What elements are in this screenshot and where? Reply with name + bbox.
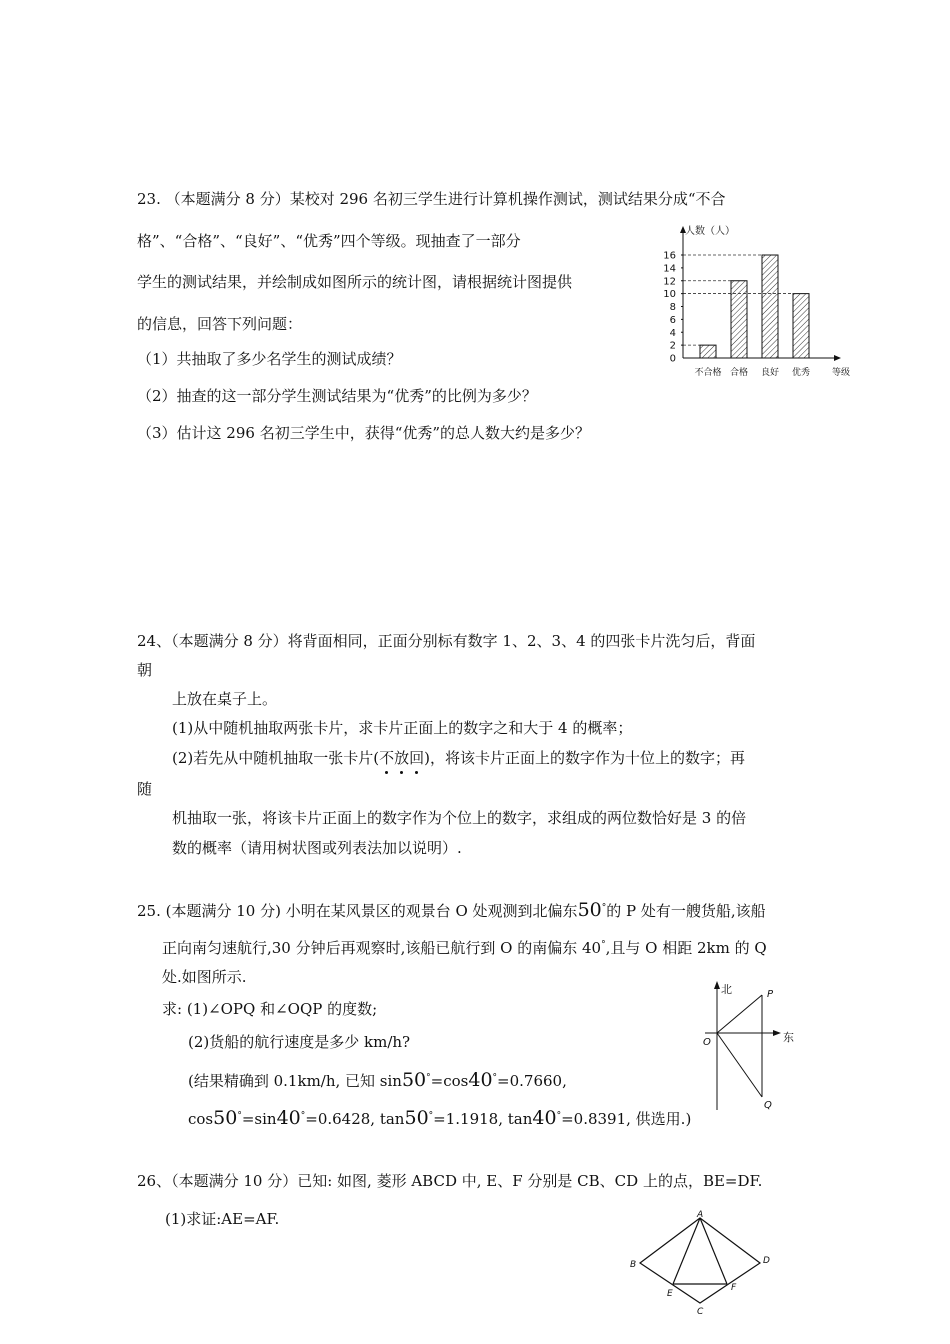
label-Q: Q: [764, 1100, 772, 1111]
q24-sub2d: 数的概率（请用树状图或列表法加以说明）.: [172, 839, 462, 857]
q23-sub2: （2）抽查的这一部分学生测试结果为“优秀”的比例为多少？: [137, 387, 537, 405]
q26-sub1: (1)求证:AE=AF.: [165, 1210, 280, 1228]
label-E: E: [667, 1289, 673, 1299]
y-tick-label: 8: [669, 302, 676, 313]
q23-line2: 格”、“合格”、“良好”、“优秀”四个等级。现抽查了一部分: [137, 232, 521, 250]
q25-note2: cos50°=sin40°=0.6428, tan50°=1.1918, tan40°=0.8391, 供选用.): [188, 1107, 692, 1129]
y-tick-label: 0: [669, 353, 676, 365]
q25-line3: 处.如图所示.: [162, 968, 247, 986]
y-tick-label: 12: [663, 276, 676, 288]
q26-rhombus-figure: [625, 1208, 775, 1318]
x-category-label: 优秀: [791, 368, 811, 378]
bar: [793, 294, 809, 358]
q26-line1: 26、（本题满分 10 分）已知: 如图, 菱形 ABCD 中, E、F 分别是 CB、CD 上的点，BE=DF.: [137, 1172, 763, 1190]
x-category-label: 不合格: [694, 368, 722, 378]
x-axis-label: 等级: [832, 368, 851, 378]
q23-sub1: （1）共抽取了多少名学生的测试成绩？: [137, 350, 402, 368]
bar: [731, 281, 747, 358]
emphasis-char: 回: [409, 749, 425, 767]
q24-sub2: (2)若先从中随机抽取一张卡片(不放回)，将该卡片正面上的数字作为十位上的数字；再: [172, 749, 746, 767]
q23-line1: 23. （本题满分 8 分）某校对 296 名初三学生进行计算机操作测试，测试结果分成“不合: [137, 190, 726, 208]
bar: [700, 345, 716, 358]
y-tick-label: 16: [663, 250, 676, 262]
label-P: P: [767, 989, 774, 1000]
label-A: A: [697, 1210, 704, 1220]
q24-line1b: 朝: [137, 661, 153, 679]
segment-OP: [717, 995, 762, 1033]
q24-line1: 24、（本题满分 8 分）将背面相同，正面分别标有数字 1、2、3、4 的四张卡片洗匀后，背面: [137, 632, 756, 650]
y-tick-label: 10: [663, 289, 676, 301]
emphasis-char: 不: [379, 749, 395, 767]
emphasis-char: 放: [394, 749, 410, 767]
label-O: O: [703, 1037, 711, 1048]
label-C: C: [697, 1307, 704, 1317]
q23-bar-chart: [655, 218, 860, 386]
x-axis-arrow: [834, 355, 841, 361]
label-north: 北: [721, 983, 732, 996]
q25-q1: 求: (1)∠OPQ 和∠OQP 的度数;: [162, 1000, 378, 1018]
y-tick-label: 2: [669, 340, 676, 352]
rhombus-ABCD: [640, 1218, 760, 1303]
y-tick-label: 4: [669, 327, 676, 339]
y-axis-label: 人数（人）: [685, 226, 735, 237]
q23-line4: 的信息，回答下列问题：: [137, 315, 303, 333]
x-category-label: 合格: [729, 368, 749, 378]
q24-line2: 上放在桌子上。: [172, 690, 278, 708]
north-arrow: [714, 981, 720, 989]
q25-note1: (结果精确到 0.1km/h, 已知 sin50°=cos40°=0.7660,: [188, 1069, 567, 1091]
q25-direction-figure: [695, 975, 805, 1115]
q24-sub1: (1)从中随机抽取两张卡片，求卡片正面上的数字之和大于 4 的概率；: [172, 719, 633, 737]
q23-sub3: （3）估计这 296 名初三学生中，获得“优秀”的总人数大约是多少？: [137, 424, 591, 442]
q23-line3: 学生的测试结果，并绘制成如图所示的统计图，请根据统计图提供: [137, 273, 573, 291]
segment-OQ: [717, 1033, 762, 1097]
label-B: B: [630, 1260, 637, 1270]
q25-q2: (2)货船的航行速度是多少 km/h?: [188, 1033, 411, 1051]
label-D: D: [763, 1256, 770, 1266]
east-arrow: [773, 1030, 781, 1036]
bar: [762, 255, 778, 358]
y-tick-label: 6: [669, 314, 676, 326]
q24-sub2c: 机抽取一张，将该卡片正面上的数字作为个位上的数字，求组成的两位数恰好是 3 的倍: [172, 809, 747, 827]
x-category-label: 良好: [760, 368, 780, 378]
q25-line2: 正向南匀速航行,30 分钟后再观察时,该船已航行到 O 的南偏东 40°,且与 O 相距 2km 的 Q: [162, 939, 767, 957]
label-east: 东: [783, 1031, 794, 1044]
label-F: F: [731, 1283, 737, 1293]
y-tick-label: 14: [663, 263, 676, 275]
q24-sub2b: 随: [137, 780, 153, 798]
q25-line1: 25. (本题满分 10 分) 小明在某风景区的观景台 O 处观测到北偏东50°的 P 处有一艘货船,该船: [137, 899, 766, 921]
